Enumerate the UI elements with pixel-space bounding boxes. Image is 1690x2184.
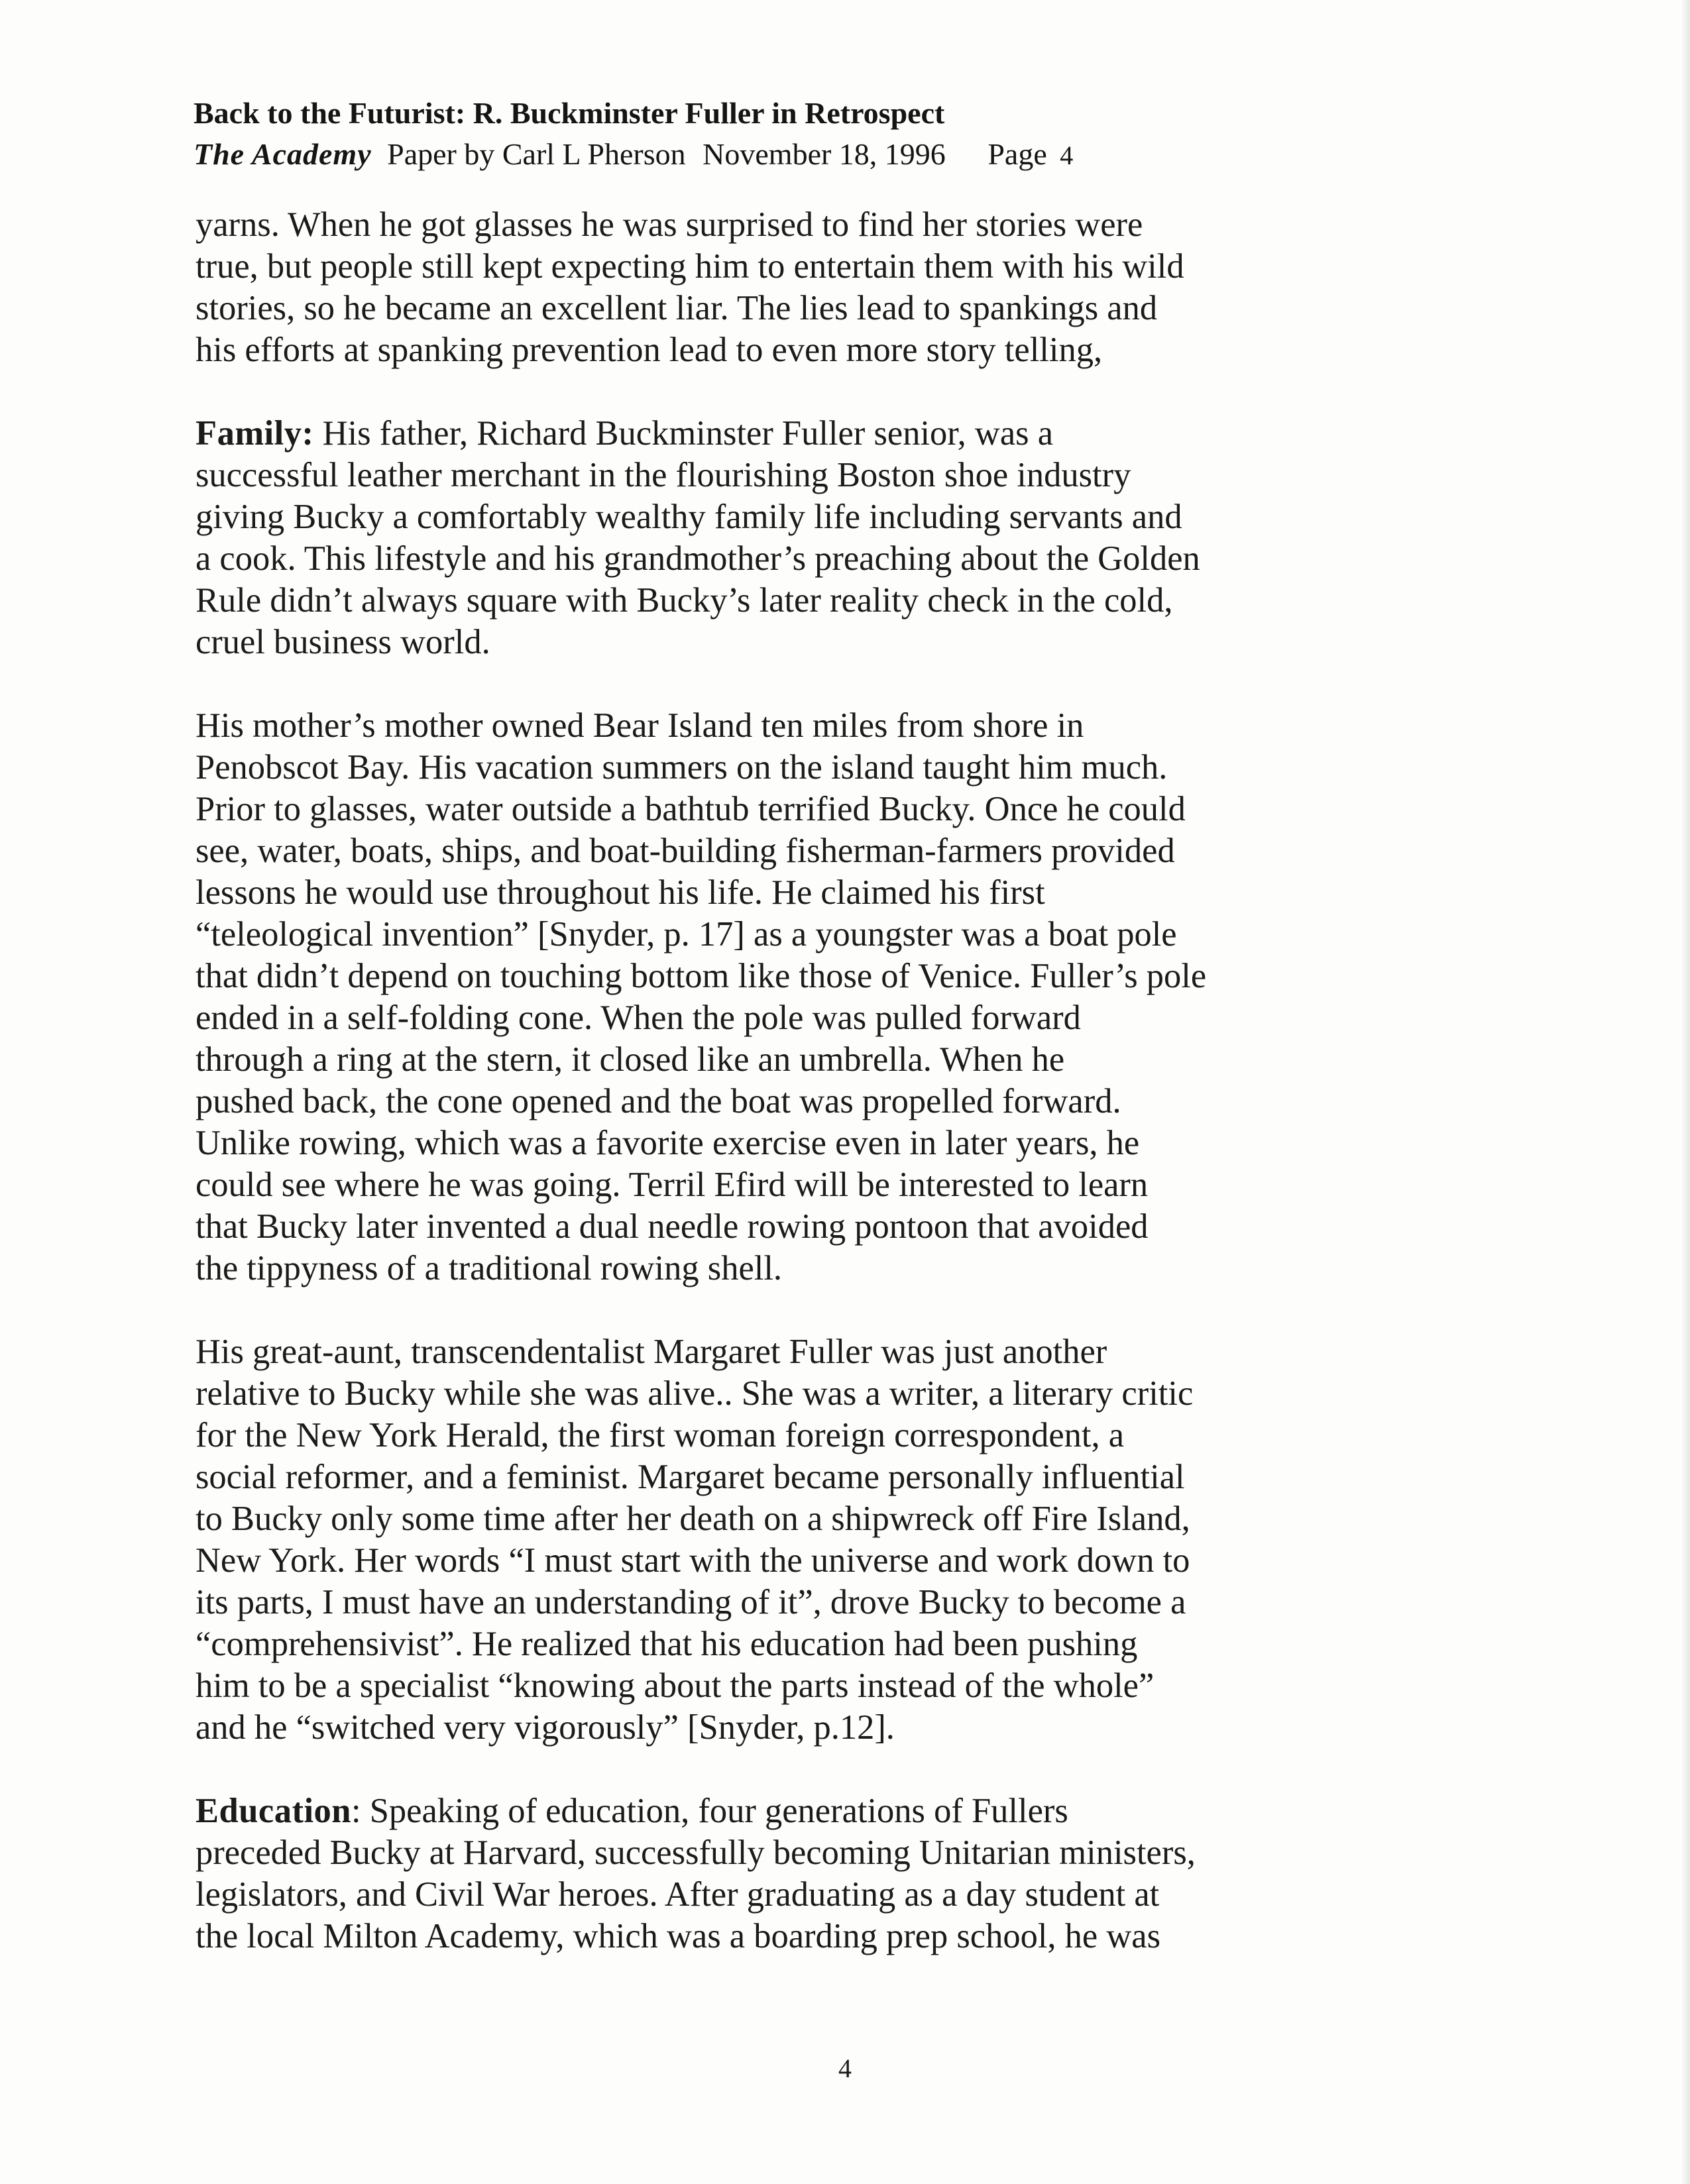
text-line: New York. Her words “I must start with the universe and work down to <box>196 1541 1190 1580</box>
text-line: that didn’t depend on touching bottom like those of Venice. Fuller’s pole <box>196 957 1207 995</box>
scan-edge-shadow <box>1681 0 1690 2184</box>
paragraph <box>196 204 1508 371</box>
text-line: that Bucky later invented a dual needle rowing pontoon that avoided <box>196 1207 1149 1246</box>
text-line: Rule didn’t always square with Bucky’s later reality check in the cold, <box>196 581 1173 620</box>
text-line: its parts, I must have an understanding of it”, drove Bucky to become a <box>196 1583 1186 1621</box>
paragraph <box>196 705 1508 1289</box>
paragraph-education <box>196 1790 1508 1957</box>
text-line: through a ring at the stern, it closed like an umbrella. When he <box>196 1040 1065 1079</box>
text-line: cruel business world. <box>196 623 490 661</box>
running-header <box>194 93 1519 176</box>
paper-date: November 18, 1996 <box>703 137 946 171</box>
text-line: “comprehensivist”. He realized that his education had been pushing <box>196 1625 1138 1663</box>
text-line: and he “switched very vigorously” [Snyder, p.12]. <box>196 1708 895 1747</box>
text-line: His mother’s mother owned Bear Island ten miles from shore in <box>196 706 1084 745</box>
text-line: the tippyness of a traditional rowing shell. <box>196 1249 783 1287</box>
header-page-number: 4 <box>1060 140 1074 170</box>
body-text <box>196 204 1508 1999</box>
text-line: successful leather merchant in the flourishing Boston shoe industry <box>196 456 1131 494</box>
text-line: his efforts at spanking prevention lead to even more story telling, <box>196 331 1103 369</box>
text-line: could see where he was going. Terril Efird will be interested to learn <box>196 1166 1149 1204</box>
text-line: “teleological invention” [Snyder, p. 17] as a youngster was a boat pole <box>196 915 1177 954</box>
text-line: legislators, and Civil War heroes. After graduating as a day student at <box>196 1875 1160 1914</box>
section-heading-family: Family: <box>196 414 314 453</box>
text-line: giving Bucky a comfortably wealthy family life including servants and <box>196 498 1182 536</box>
text-line: true, but people still kept expecting him to entertain them with his wild <box>196 247 1184 286</box>
journal-name: The Academy <box>194 137 372 171</box>
text-line: yarns. When he got glasses he was surprised to find her stories were <box>196 205 1143 244</box>
text-line: pushed back, the cone opened and the boat was propelled forward. <box>196 1082 1121 1120</box>
text-run: His father, Richard Buckminster Fuller senior, was a <box>313 414 1053 453</box>
paper-title: Back to the Futurist: R. Buckminster Fuller in Retrospect <box>194 96 945 130</box>
text-line: Penobscot Bay. His vacation summers on the island taught him much. <box>196 748 1168 787</box>
text-line: ended in a self-folding cone. When the pole was pulled forward <box>196 999 1081 1037</box>
section-heading-education: Education <box>196 1792 351 1830</box>
header-meta-line <box>194 134 1519 176</box>
paragraph-family <box>196 413 1508 663</box>
text-line: Unlike rowing, which was a favorite exercise even in later years, he <box>196 1124 1140 1162</box>
text-line: see, water, boats, ships, and boat-building fisherman-farmers provided <box>196 832 1175 870</box>
text-line: relative to Bucky while she was alive.. She was a writer, a literary critic <box>196 1374 1194 1413</box>
text-line: lessons he would use throughout his life. He claimed his first <box>196 873 1045 912</box>
text-line: His great-aunt, transcendentalist Margaret Fuller was just another <box>196 1333 1107 1371</box>
text-line: Prior to glasses, water outside a bathtub terrified Bucky. Once he could <box>196 790 1186 828</box>
text-run: : Speaking of education, four generations of Fullers <box>351 1792 1068 1830</box>
text-line: a cook. This lifestyle and his grandmother’s preaching about the Golden <box>196 539 1200 578</box>
text-line: him to be a specialist “knowing about the parts instead of the whole” <box>196 1666 1155 1705</box>
text-line: for the New York Herald, the first woman foreign correspondent, a <box>196 1416 1125 1454</box>
paragraph <box>196 1331 1508 1749</box>
text-line: preceded Bucky at Harvard, successfully becoming Unitarian ministers, <box>196 1833 1196 1872</box>
text-line: social reformer, and a feminist. Margaret became personally influential <box>196 1458 1185 1496</box>
author-line: Paper by Carl L Pherson <box>387 137 686 171</box>
text-line <box>196 1790 1508 1832</box>
footer-page-number: 4 <box>838 2053 852 2083</box>
text-line: the local Milton Academy, which was a boarding prep school, he was <box>196 1917 1161 1955</box>
text-line: stories, so he became an excellent liar. The lies lead to spankings and <box>196 289 1158 327</box>
page-label: Page <box>987 137 1047 171</box>
text-line: to Bucky only some time after her death on a shipwreck off Fire Island, <box>196 1500 1190 1538</box>
text-line <box>196 413 1508 455</box>
